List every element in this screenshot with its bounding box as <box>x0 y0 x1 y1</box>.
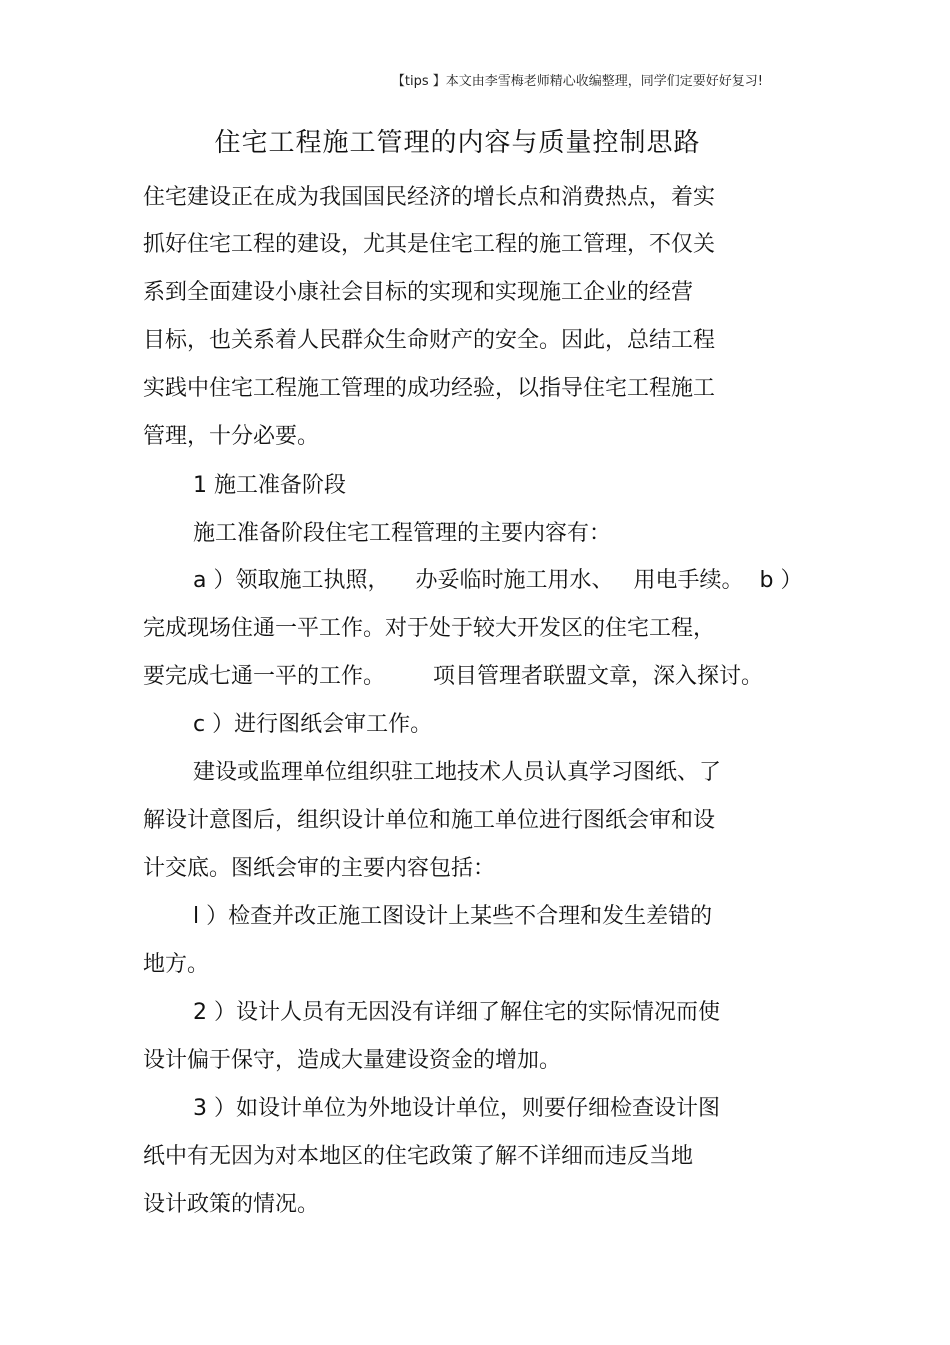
section-heading: 1 施工准备阶段 <box>193 473 346 498</box>
line-segment: 要完成七通一平的工作。 <box>143 664 386 689</box>
paragraph-line: 解设计意图后，组织设计单位和施工单位进行图纸会审和设 <box>143 808 716 833</box>
paragraph-line: l ）检查并改正施工图设计上某些不合理和发生差错的 <box>193 904 713 929</box>
paragraph-line: 住宅建设正在成为我国国民经济的增长点和消费热点，着实 <box>143 185 716 210</box>
line-segment: a ）领取施工执照， <box>193 568 390 593</box>
paragraph-line: 施工准备阶段住宅工程管理的主要内容有： <box>193 521 612 546</box>
line-segment: 办妥临时施工用水、 <box>415 568 614 593</box>
header-tip: 【tips 】本文由李雪梅老师精心收编整理，同学们定要好好复习! <box>391 74 763 89</box>
paragraph-line: 设计偏于保守，造成大量建设资金的增加。 <box>143 1048 562 1073</box>
paragraph-line: 目标，也关系着人民群众生命财产的安全。因此，总结工程 <box>143 328 716 353</box>
paragraph-line: 2 ）设计人员有无因没有详细了解住宅的实际情况而使 <box>193 1000 720 1025</box>
paragraph-line: 纸中有无因为对本地区的住宅政策了解不详细而违反当地 <box>143 1144 694 1169</box>
paragraph-line: 实践中住宅工程施工管理的成功经验，以指导住宅工程施工 <box>143 376 716 401</box>
paragraph-line: 抓好住宅工程的建设，尤其是住宅工程的施工管理，不仅关 <box>143 232 716 257</box>
line-segment: b ） <box>759 568 803 593</box>
paragraph-line: 建设或监理单位组织驻工地技术人员认真学习图纸、了 <box>193 760 722 785</box>
line-segment: 用电手续。 <box>633 568 744 593</box>
document-title: 住宅工程施工管理的内容与质量控制思路 <box>214 128 701 158</box>
paragraph-line <box>143 663 763 691</box>
paragraph-line: 系到全面建设小康社会目标的实现和实现施工企业的经营 <box>143 280 694 305</box>
paragraph-line: 管理，十分必要。 <box>143 424 320 449</box>
paragraph-line: 设计政策的情况。 <box>143 1192 320 1217</box>
paragraph-line: c ）进行图纸会审工作。 <box>193 712 433 737</box>
paragraph-line: 地方。 <box>143 952 210 977</box>
paragraph-line: 计交底。图纸会审的主要内容包括： <box>143 856 496 881</box>
paragraph-line: 完成现场住通一平工作。对于处于较大开发区的住宅工程， <box>143 616 716 641</box>
paragraph-line: 3 ）如设计单位为外地设计单位，则要仔细检查设计图 <box>193 1096 720 1121</box>
line-segment: 项目管理者联盟文章，深入探讨。 <box>433 664 764 689</box>
paragraph-line <box>193 567 802 595</box>
